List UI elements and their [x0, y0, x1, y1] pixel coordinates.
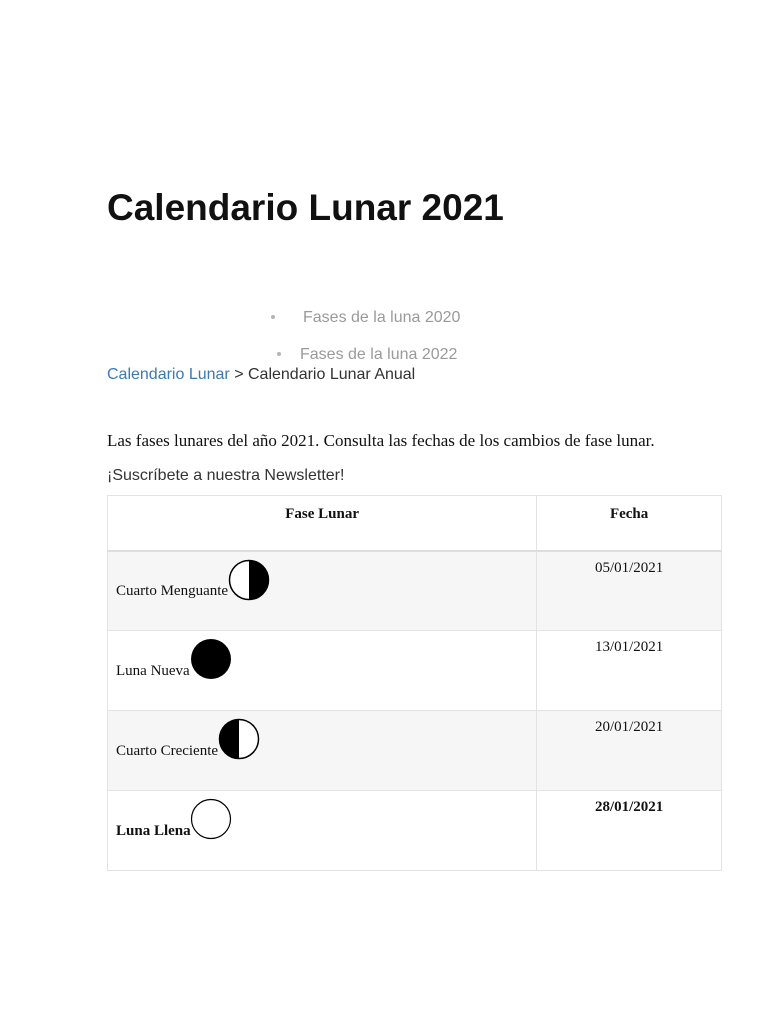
- table-row: [108, 551, 722, 631]
- breadcrumb-link-calendario-lunar[interactable]: Calendario Lunar: [107, 366, 230, 383]
- related-link-label: Fases de la luna 2020: [303, 309, 461, 326]
- phase-cell: [108, 711, 537, 791]
- phase-name: Cuarto Menguante: [116, 583, 229, 599]
- phase-date: 13/01/2021: [537, 631, 722, 711]
- header-fase-lunar: Fase Lunar: [108, 496, 537, 551]
- table-header-row: [108, 496, 722, 551]
- moon-phase-table: [107, 495, 722, 871]
- phase-date: 05/01/2021: [537, 551, 722, 631]
- breadcrumb-separator: >: [234, 366, 244, 383]
- full-moon-icon: [190, 798, 232, 840]
- new-moon-icon: [190, 638, 232, 680]
- intro-text: Las fases lunares del año 2021. Consulta las fechas de los cambios de fase lunar.: [107, 431, 655, 450]
- bullet-icon: [271, 315, 275, 319]
- breadcrumb-current: Calendario Lunar Anual: [248, 366, 416, 383]
- phase-date: 20/01/2021: [537, 711, 722, 791]
- newsletter-link[interactable]: ¡Suscríbete a nuestra Newsletter!: [107, 467, 345, 484]
- breadcrumb: [107, 365, 415, 385]
- table-row: [108, 711, 722, 791]
- table-row: [108, 631, 722, 711]
- phase-cell: [108, 551, 537, 631]
- phase-name: Luna Llena: [116, 823, 191, 839]
- phase-cell: [108, 791, 537, 871]
- phase-cell: [108, 631, 537, 711]
- waxing-quarter-moon-icon: [218, 718, 260, 760]
- phase-date: 28/01/2021: [537, 791, 722, 871]
- related-link-label: Fases de la luna 2022: [300, 346, 458, 363]
- waning-quarter-moon-icon: [228, 559, 270, 601]
- bullet-icon: [277, 352, 281, 356]
- page-title: Calendario Lunar 2021: [107, 187, 504, 228]
- phase-name: Cuarto Creciente: [116, 743, 219, 759]
- table-row: [108, 791, 722, 871]
- header-fecha: Fecha: [537, 496, 722, 551]
- phase-name: Luna Nueva: [116, 663, 190, 679]
